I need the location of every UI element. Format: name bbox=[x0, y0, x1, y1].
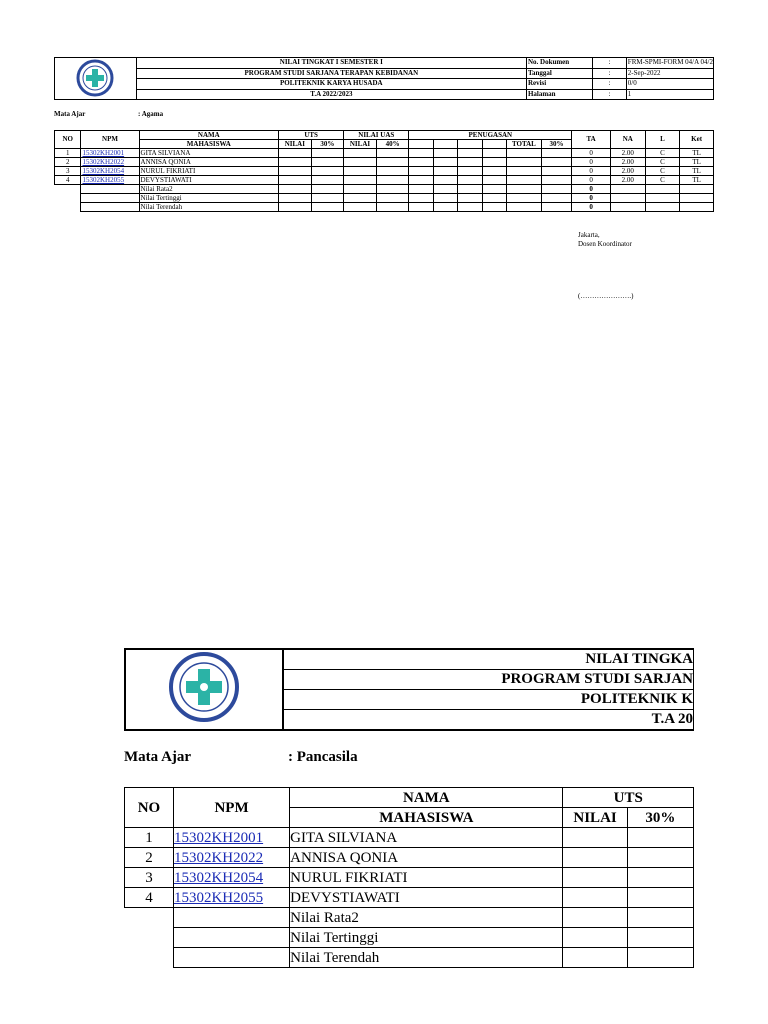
summary-ta: 0 bbox=[572, 185, 611, 194]
col-uts: UTS bbox=[279, 131, 344, 140]
col-uts-nilai: NILAI bbox=[563, 808, 627, 828]
doc-colon: : bbox=[593, 68, 627, 79]
npm-link[interactable]: 15302KH2054 bbox=[82, 166, 125, 175]
row-l: C bbox=[645, 176, 680, 185]
doc-title: NILAI TINGKAT I SEMESTER I bbox=[136, 58, 526, 69]
row-no: 3 bbox=[125, 868, 174, 888]
col-no: NO bbox=[125, 788, 174, 828]
row-na: 2.00 bbox=[610, 158, 645, 167]
course-label: Mata Ajar bbox=[124, 749, 192, 765]
npm-link[interactable]: 15302KH2001 bbox=[173, 829, 264, 846]
row-ket: TL bbox=[680, 158, 714, 167]
table-row bbox=[125, 868, 694, 888]
row-no: 4 bbox=[55, 176, 81, 185]
row-nama: NURUL FIKRIATI bbox=[139, 167, 279, 176]
summary-row bbox=[125, 928, 694, 948]
institution-title-partial: POLITEKNIK K bbox=[283, 690, 693, 710]
col-npm: NPM bbox=[81, 131, 139, 149]
doc-colon: : bbox=[593, 58, 627, 69]
doc-number-value: FRM-SPMI-FORM 04/A 04/2 bbox=[627, 58, 713, 67]
row-ket: TL bbox=[680, 149, 714, 158]
summary-label: Nilai Tertinggi bbox=[290, 928, 563, 948]
table-row bbox=[125, 828, 694, 848]
row-l: C bbox=[645, 158, 680, 167]
date-value: 2-Sep-2022 bbox=[626, 68, 713, 79]
doc-colon: : bbox=[593, 89, 627, 100]
row-l: C bbox=[645, 167, 680, 176]
col-nama: NAMA bbox=[139, 131, 279, 140]
academic-year: T.A 2022/2023 bbox=[136, 89, 526, 100]
row-ta: 0 bbox=[572, 149, 611, 158]
doc-title-partial: NILAI TINGKA bbox=[283, 649, 693, 670]
row-no: 1 bbox=[55, 149, 81, 158]
signature-role: Dosen Koordinator bbox=[578, 240, 632, 248]
revision-value: 0/0 bbox=[626, 79, 713, 90]
row-ta: 0 bbox=[572, 158, 611, 167]
col-uas: NILAI UAS bbox=[344, 131, 409, 140]
date-label: Tanggal bbox=[526, 68, 592, 79]
page-value: 1 bbox=[626, 89, 713, 100]
program-title-partial: PROGRAM STUDI SARJAN bbox=[283, 670, 693, 690]
col-npm: NPM bbox=[173, 788, 289, 828]
col-na: NA bbox=[610, 131, 645, 149]
row-nama: GITA SILVIANA bbox=[139, 149, 279, 158]
academic-year-partial: T.A 20 bbox=[283, 710, 693, 731]
signature-dots: (………………….) bbox=[578, 292, 634, 300]
row-no: 3 bbox=[55, 167, 81, 176]
institution-title: POLITEKNIK KARYA HUSADA bbox=[136, 79, 526, 90]
col-uas-nilai: NILAI bbox=[344, 140, 377, 149]
program-title: PROGRAM STUDI SARJANA TERAPAN KEBIDANAN bbox=[136, 68, 526, 79]
page-label: Halaman bbox=[526, 89, 592, 100]
col-total: TOTAL bbox=[507, 140, 542, 149]
col-uas-pct: 40% bbox=[376, 140, 409, 149]
col-l: L bbox=[645, 131, 680, 149]
course-line bbox=[124, 749, 358, 766]
npm-link[interactable]: 15302KH2022 bbox=[173, 849, 264, 866]
revision-label: Revisi bbox=[526, 79, 592, 90]
signature-place: Jakarta, bbox=[578, 231, 600, 239]
table-row bbox=[125, 888, 694, 908]
row-l: C bbox=[645, 149, 680, 158]
row-npm-link[interactable] bbox=[173, 828, 289, 848]
page2-header-table bbox=[124, 648, 694, 731]
doc-number-label: No. Dokumen bbox=[526, 58, 592, 69]
row-no: 2 bbox=[125, 848, 174, 868]
row-nama: ANNISA QONIA bbox=[290, 848, 563, 868]
row-no: 2 bbox=[55, 158, 81, 167]
row-no: 1 bbox=[125, 828, 174, 848]
row-no: 4 bbox=[125, 888, 174, 908]
summary-row bbox=[125, 908, 694, 928]
summary-label: Nilai Rata2 bbox=[290, 908, 563, 928]
row-nama: DEVYSTIAWATI bbox=[290, 888, 563, 908]
col-total-pct: 30% bbox=[541, 140, 572, 149]
col-mahasiswa: MAHASISWA bbox=[139, 140, 279, 149]
doc-colon: : bbox=[593, 79, 627, 90]
summary-row bbox=[125, 948, 694, 968]
college-logo-icon bbox=[164, 652, 244, 722]
row-nama: NURUL FIKRIATI bbox=[290, 868, 563, 888]
row-na: 2.00 bbox=[610, 176, 645, 185]
row-npm-link[interactable] bbox=[173, 848, 289, 868]
row-na: 2.00 bbox=[610, 167, 645, 176]
row-nama: ANNISA QONIA bbox=[139, 158, 279, 167]
logo-cell bbox=[125, 649, 283, 730]
col-ket: Ket bbox=[680, 131, 714, 149]
summary-label: Nilai Terendah bbox=[290, 948, 563, 968]
row-ta: 0 bbox=[572, 176, 611, 185]
row-npm-link[interactable] bbox=[173, 868, 289, 888]
col-uts: UTS bbox=[563, 788, 694, 808]
col-nama: NAMA bbox=[290, 788, 563, 808]
row-na: 2.00 bbox=[610, 149, 645, 158]
summary-ta: 0 bbox=[572, 203, 611, 212]
summary-label: Nilai Tertinggi bbox=[139, 194, 279, 203]
col-uts-pct: 30% bbox=[627, 808, 693, 828]
npm-link[interactable]: 15302KH2055 bbox=[82, 175, 125, 184]
row-ket: TL bbox=[680, 167, 714, 176]
col-ta: TA bbox=[572, 131, 611, 149]
summary-label: Nilai Terendah bbox=[139, 203, 279, 212]
course-value: : Agama bbox=[138, 110, 164, 118]
course-value: : Pancasila bbox=[288, 749, 358, 765]
summary-label: Nilai Rata2 bbox=[139, 185, 279, 194]
grade-table-zoomed bbox=[124, 787, 694, 968]
col-no: NO bbox=[55, 131, 81, 149]
col-mahasiswa: MAHASISWA bbox=[290, 808, 563, 828]
row-ket: TL bbox=[680, 176, 714, 185]
npm-link[interactable]: 15302KH2055 bbox=[173, 889, 264, 906]
row-nama: DEVYSTIAWATI bbox=[139, 176, 279, 185]
summary-ta: 0 bbox=[572, 194, 611, 203]
col-uts-nilai: NILAI bbox=[279, 140, 312, 149]
npm-link[interactable]: 15302KH2022 bbox=[82, 157, 125, 166]
col-penugasan: PENUGASAN bbox=[409, 131, 572, 140]
npm-link[interactable]: 15302KH2054 bbox=[173, 869, 264, 886]
col-uts-pct: 30% bbox=[311, 140, 344, 149]
table-row bbox=[125, 848, 694, 868]
row-ta: 0 bbox=[572, 167, 611, 176]
npm-link[interactable]: 15302KH2001 bbox=[82, 148, 125, 157]
course-label: Mata Ajar bbox=[54, 110, 86, 118]
row-nama: GITA SILVIANA bbox=[290, 828, 563, 848]
row-npm-link[interactable] bbox=[173, 888, 289, 908]
